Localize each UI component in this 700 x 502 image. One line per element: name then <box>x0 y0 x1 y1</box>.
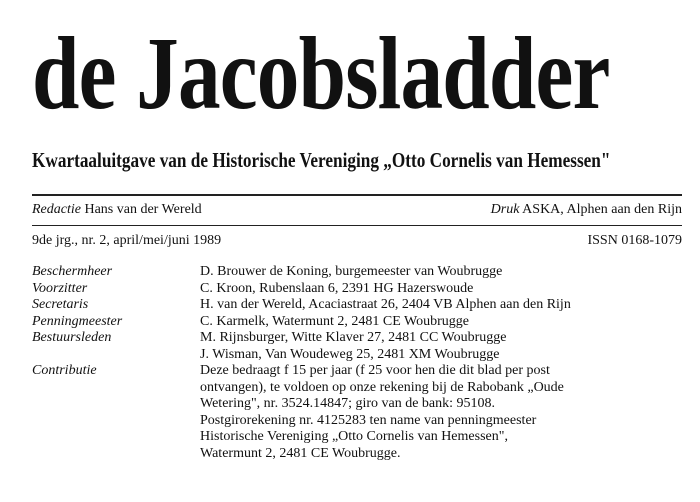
board-value: H. van der Wereld, Acaciastraat 26, 2404 VB Alphen aan den Rijn <box>200 297 571 312</box>
board-list <box>32 264 682 462</box>
board-label: Secretaris <box>32 297 89 312</box>
board-row <box>32 314 682 331</box>
board-value: M. Rijnsburger, Witte Klaver 27, 2481 CC Woubrugge J. Wisman, Van Woudeweg 25, 2481 XM Woubrugge <box>200 330 507 362</box>
redactie-label: Redactie <box>32 202 81 217</box>
issn: ISSN 0168-1079 <box>587 233 682 248</box>
board-label: Bestuursleden <box>32 330 112 345</box>
issue-row <box>32 233 682 249</box>
board-row <box>32 297 682 314</box>
redactie-name: Hans van der Wereld <box>84 202 202 217</box>
divider-top <box>32 194 682 196</box>
board-row <box>32 264 682 281</box>
board-value: D. Brouwer de Koning, burgemeester van Woubrugge <box>200 264 503 279</box>
divider-middle <box>32 225 682 226</box>
board-row <box>32 281 682 298</box>
board-row <box>32 330 682 363</box>
board-value: C. Kroon, Rubenslaan 6, 2391 HG Hazerswoude <box>200 280 474 296</box>
board-label: Voorzitter <box>32 280 88 296</box>
board-label: Contributie <box>32 363 97 378</box>
board-value: C. Karmelk, Watermunt 2, 2481 CE Woubrugge <box>200 313 470 329</box>
masthead-title: de Jacobsladder <box>32 16 610 131</box>
board-row <box>32 363 682 462</box>
board-label: Penningmeester <box>32 313 123 329</box>
board-value: Deze bedraagt f 15 per jaar (f 25 voor hen die dit blad per post ontvangen), te voldoen op onze rekening bij de Rabobank „Oude Wetering", nr. 3524.14847; giro van de bank: 95108. Postgirorekening nr. 4125283 ten name van penningmeester Historische Vereniging „Otto Cornelis van Hemessen", Watermunt 2, 2481 CE Woubrugge. <box>200 363 564 461</box>
credits-row <box>32 202 682 218</box>
druk-credit <box>491 202 682 218</box>
masthead-subtitle: Kwartaaluitgave van de Historische Vereniging „Otto Cornelis van Hemessen" <box>32 148 611 172</box>
druk-label: Druk <box>490 202 520 217</box>
issue-info: 9de jrg., nr. 2, april/mei/juni 1989 <box>32 233 222 248</box>
board-label: Beschermheer <box>32 264 113 279</box>
druk-name: ASKA, Alphen aan den Rijn <box>522 202 682 217</box>
